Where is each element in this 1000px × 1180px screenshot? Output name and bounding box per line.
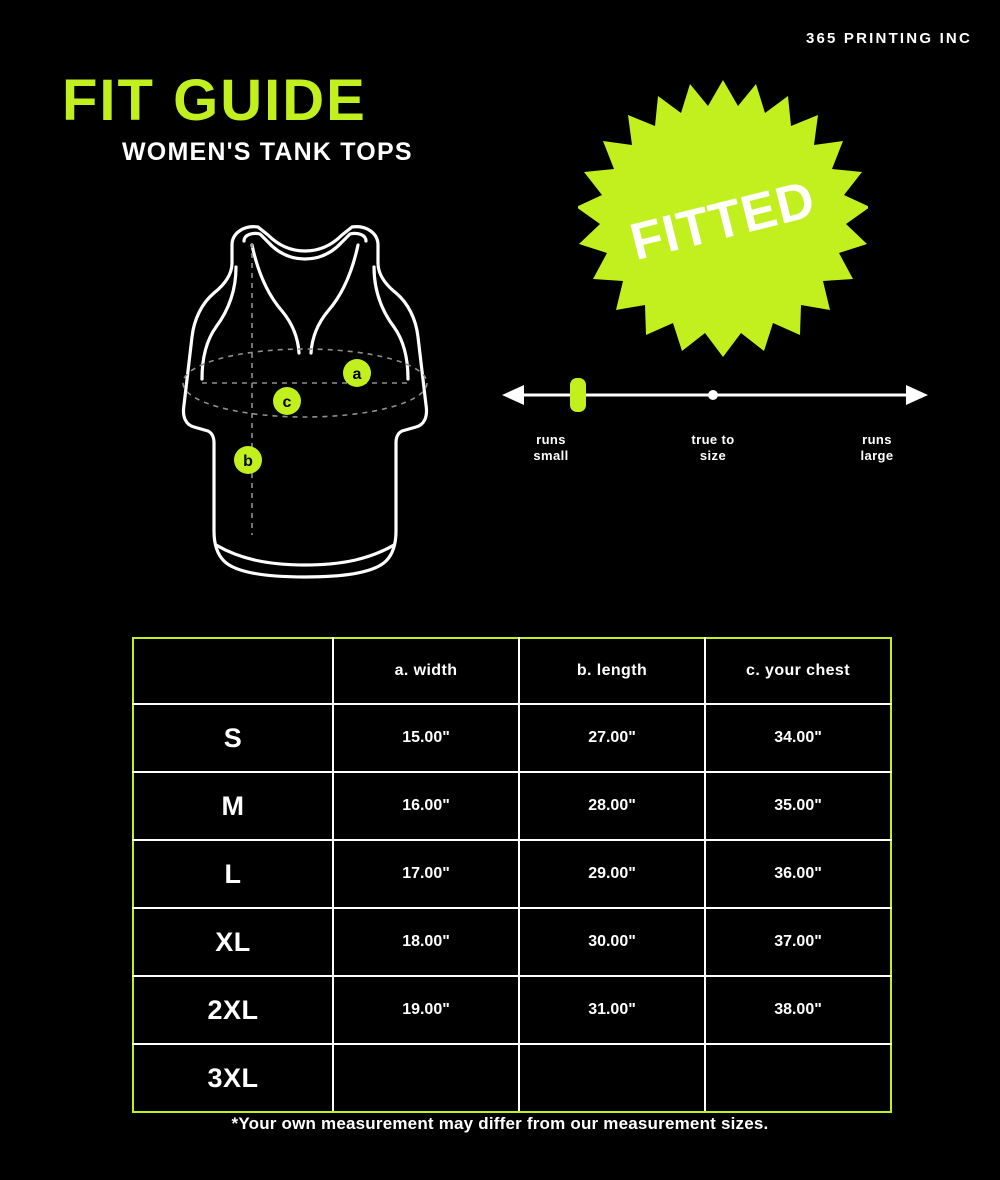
fitted-badge-label: FITTED	[624, 170, 822, 272]
table-header-row	[133, 638, 891, 704]
table-row	[133, 908, 891, 976]
cell-size: XL	[133, 908, 333, 976]
cell-length	[519, 1044, 705, 1112]
cell-size: 2XL	[133, 976, 333, 1044]
marker-a	[343, 359, 371, 387]
footnote: *Your own measurement may differ from our measurement sizes.	[231, 1114, 769, 1133]
cell-width: 15.00"	[333, 704, 519, 772]
scale-label-true-to-size: true to size	[691, 432, 735, 464]
size-table	[132, 637, 892, 1113]
tank-illustration	[140, 215, 470, 605]
fit-scale-axis-icon	[500, 360, 930, 430]
cell-width: 17.00"	[333, 840, 519, 908]
column-header-size	[133, 638, 333, 704]
cell-chest	[705, 1044, 891, 1112]
column-header-length: b. length	[519, 638, 705, 704]
column-header-width: a. width	[333, 638, 519, 704]
cell-chest: 34.00"	[705, 704, 891, 772]
svg-text:a: a	[352, 366, 362, 383]
tank-top-outline-icon	[140, 215, 470, 605]
marker-b	[234, 446, 262, 474]
cell-chest: 37.00"	[705, 908, 891, 976]
cell-size: S	[133, 704, 333, 772]
cell-width: 19.00"	[333, 976, 519, 1044]
cell-length: 29.00"	[519, 840, 705, 908]
table-row	[133, 772, 891, 840]
cell-length: 27.00"	[519, 704, 705, 772]
svg-text:b: b	[243, 453, 253, 470]
brand-name: 365 PRINTING INC	[805, 30, 972, 47]
fit-scale	[500, 360, 930, 480]
cell-chest: 38.00"	[705, 976, 891, 1044]
column-header-chest: c. your chest	[705, 638, 891, 704]
scale-label-runs-small: runs small	[533, 432, 569, 464]
page-title: FIT GUIDE	[62, 68, 367, 133]
table-row	[133, 840, 891, 908]
cell-width: 18.00"	[333, 908, 519, 976]
scale-label-runs-large: runs large	[860, 432, 894, 464]
page-subtitle: WOMEN'S TANK TOPS	[122, 138, 413, 166]
cell-width	[333, 1044, 519, 1112]
table-row	[133, 1044, 891, 1112]
cell-chest: 35.00"	[705, 772, 891, 840]
cell-length: 30.00"	[519, 908, 705, 976]
table-row	[133, 704, 891, 772]
marker-c	[273, 387, 301, 415]
starburst-icon	[578, 76, 868, 366]
cell-size: M	[133, 772, 333, 840]
svg-text:c: c	[282, 394, 292, 411]
cell-chest: 36.00"	[705, 840, 891, 908]
table-row	[133, 976, 891, 1044]
cell-width: 16.00"	[333, 772, 519, 840]
cell-size: 3XL	[133, 1044, 333, 1112]
cell-length: 31.00"	[519, 976, 705, 1044]
fitted-badge	[578, 76, 868, 366]
cell-length: 28.00"	[519, 772, 705, 840]
cell-size: L	[133, 840, 333, 908]
